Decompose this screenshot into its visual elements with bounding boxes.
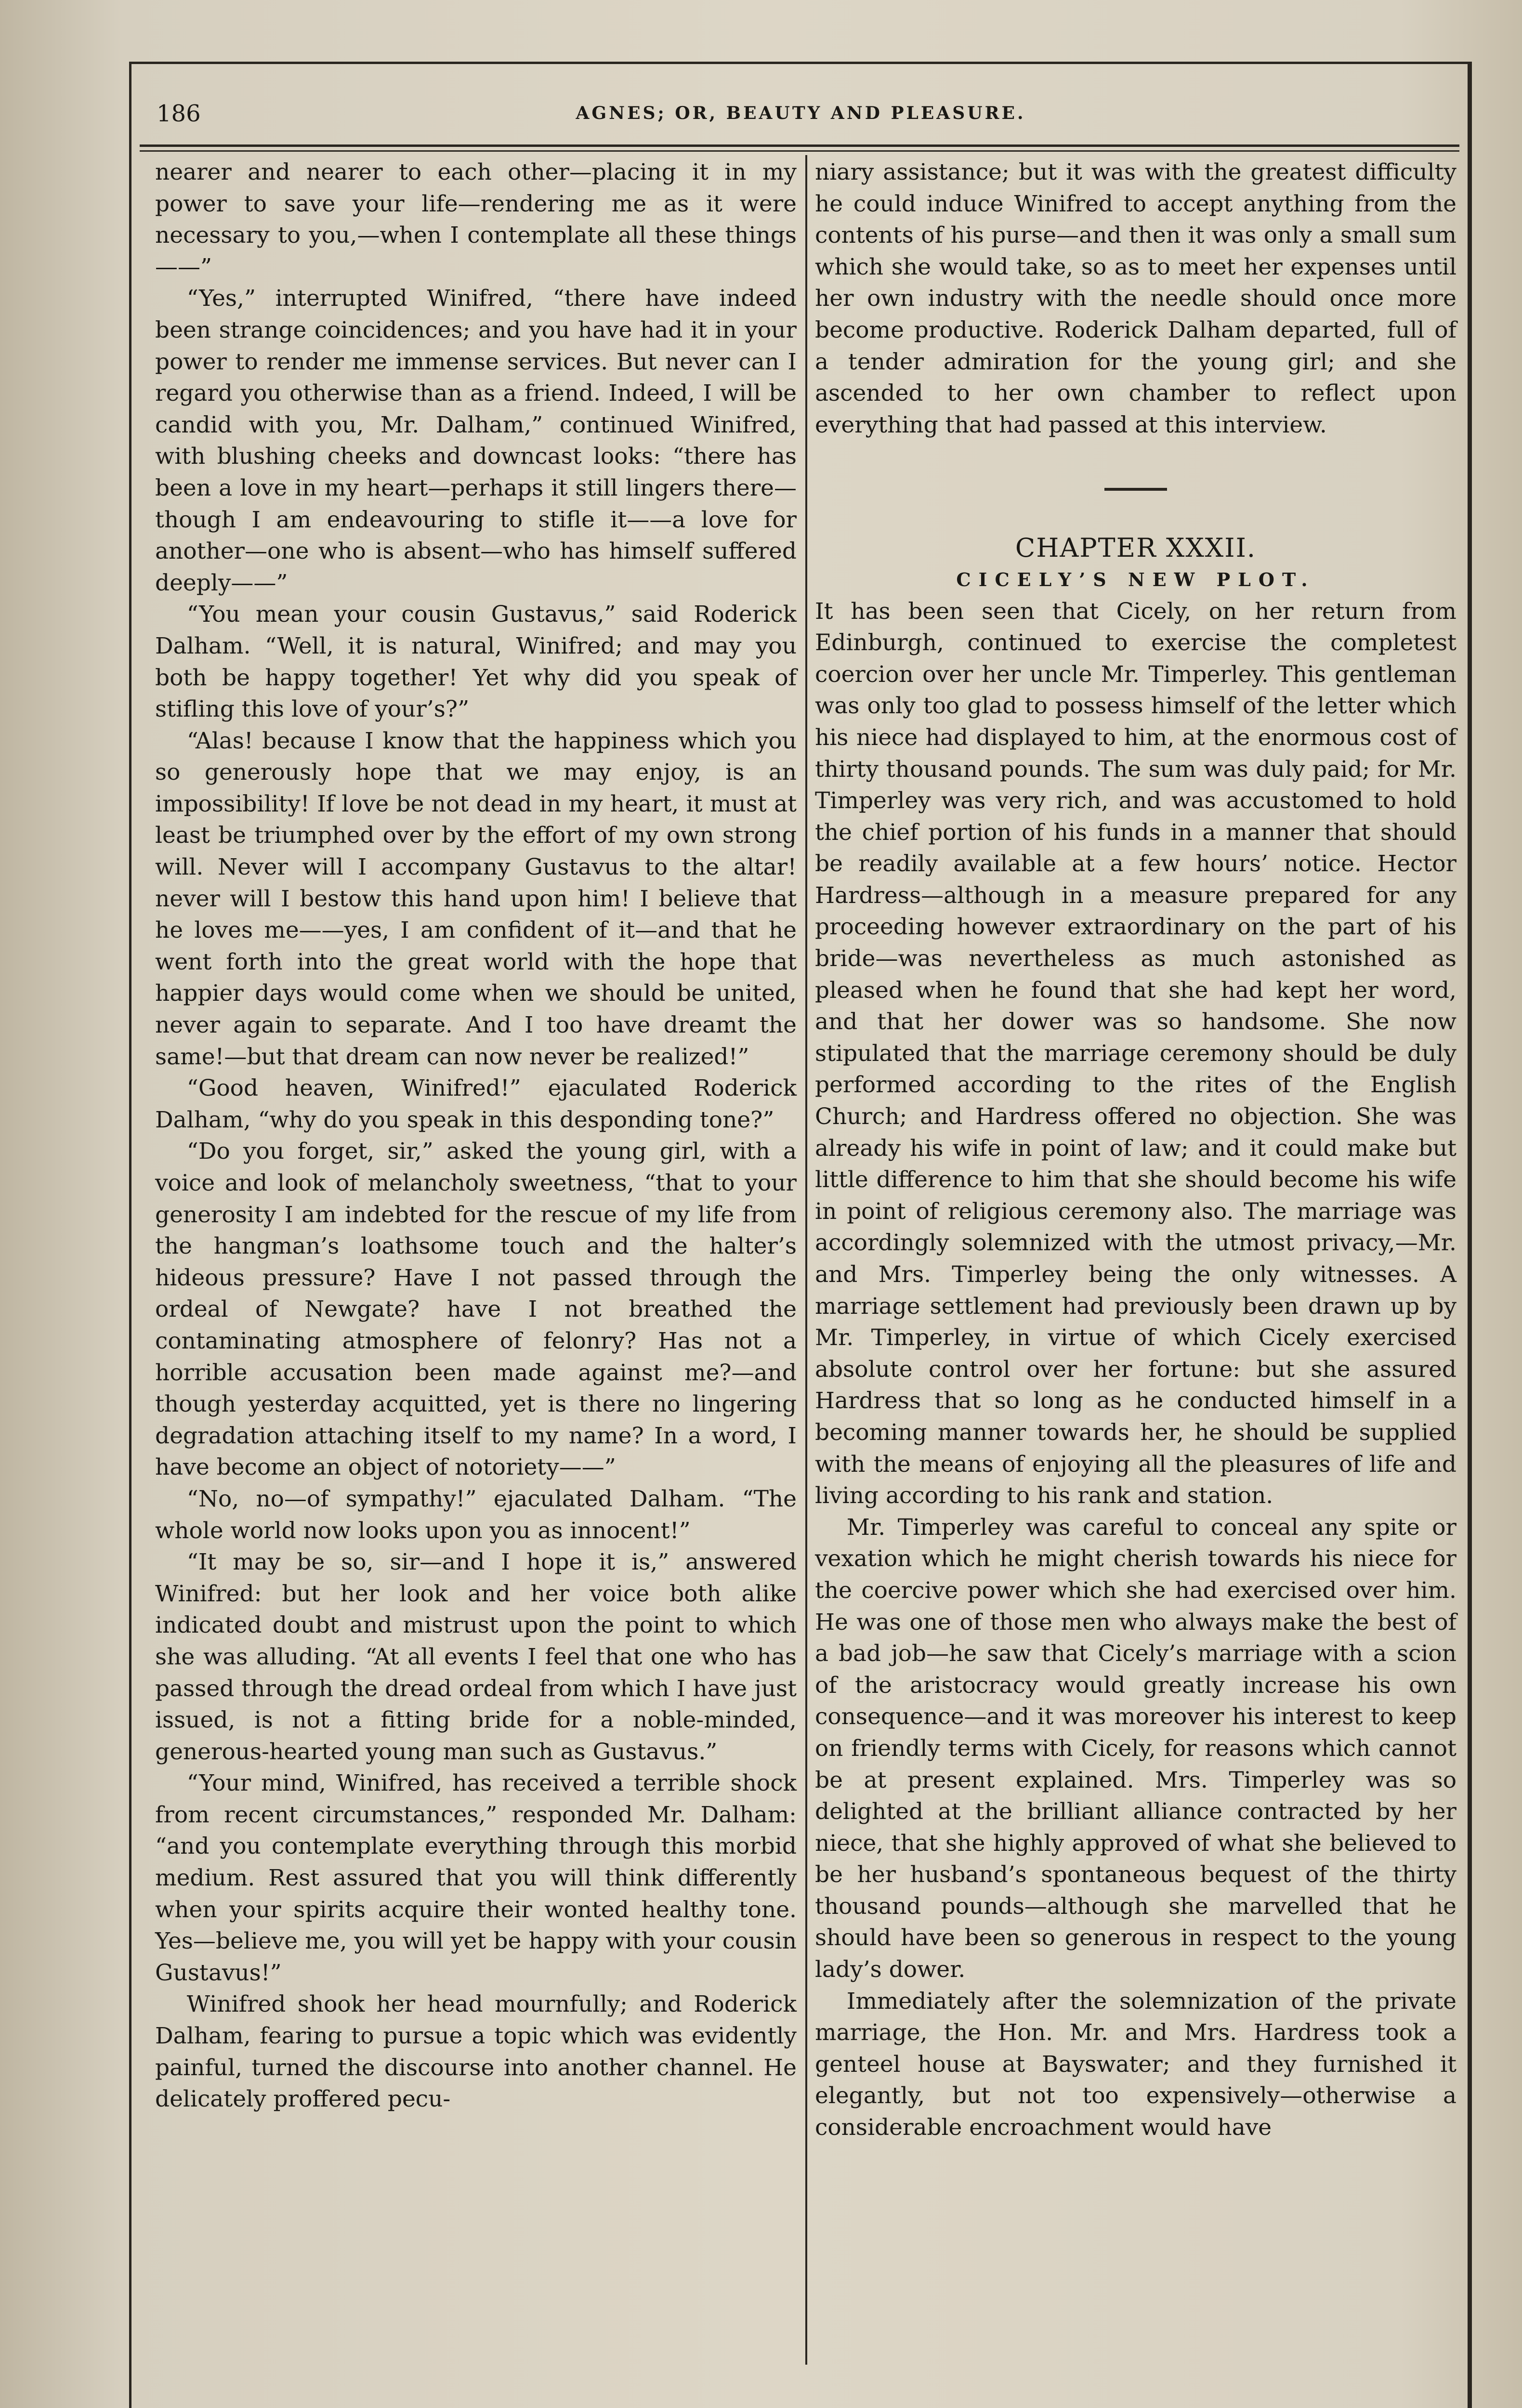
header-rule	[140, 144, 1459, 147]
paragraph: Immediately after the solemnization of the private marriage, the Hon. Mr. and Mrs. Hardress took a genteel house at Bayswater; and they furnished it elegantly, but not too expensively—otherwise a considerable encroachment would have	[815, 1988, 1456, 2141]
column-divider	[805, 155, 807, 2365]
paragraph: “Alas! because I know that the happiness which you so generously hope that we may enjoy, is an impossibility! If love be not dead in my heart, it must at least be triumphed over by the effort of my own strong will. Never will I accompany Gustavus to the altar! never will I bestow this hand upon him! I believe that he loves me——yes, I am confident of it—and that he went forth into the great world with the hope that happier days would come when we should be united, never again to separate. And I too have dreamt the same!—but that dream can now never be realized!”	[155, 727, 797, 1070]
paragraph: niary assistance; but it was with the greatest difficulty he could induce Winifred to accept anything from the contents of his purse—and then it was only a small sum which she would take, so as to meet her expenses until her own industry with the needle should once more become productive. Roderick Dalham departed, full of a tender admiration for the young girl; and she ascended to her own chamber to reflect upon everything that had passed at this interview.	[815, 159, 1456, 438]
paragraph: It has been seen that Cicely, on her return from Edinburgh, continued to exercise the completest coercion over her uncle Mr. Timperley. This gentleman was only too glad to possess himself of the letter which his niece had displayed to him, at the enormous cost of thirty thousand pounds. The sum was duly paid; for Mr. Timperley was very rich, and was accustomed to hold the chief portion of his funds in a manner that should be readily available at a few hours’ notice. Hector Hardress—although in a measure prepared for any proceeding however extraordinary on the part of his bride—was nevertheless as much astonished as pleased when he found that she had kept her word, and that her dower was so handsome. She now stipulated that the marriage ceremony should be duly performed according to the rites of the English Church; and Hardress offered no objection. She was already his wife in point of law; and it could make but little difference to him that she should become his wife in point of religious ceremony also. The marriage was accordingly solemnized with the utmost privacy,—Mr. and Mrs. Timperley being the only witnesses. A marriage settlement had previously been drawn up by Mr. Timperley, in virtue of which Cicely exercised absolute control over her fortune: but she assured Hardress that so long as he conducted himself in a becoming manner towards her, he should be supplied with the means of enjoying all the pleasures of life and living according to his rank and station.	[815, 598, 1456, 1509]
paragraph: “No, no—of sympathy!” ejaculated Dalham. “The whole world now looks upon you as innocent!”	[155, 1485, 797, 1544]
paragraph: “Good heaven, Winifred!” ejaculated Roderick Dalham, “why do you speak in this desponding tone?”	[155, 1075, 797, 1133]
page-header	[157, 100, 1445, 139]
paragraph: “Your mind, Winifred, has received a terrible shock from recent circumstances,” responded Mr. Dalham: “and you contemplate everything through this morbid medium. Rest assured that you will think differently when your spirits acquire their wonted healthy tone. Yes—believe me, you will yet be happy with your cousin Gustavus!”	[155, 1770, 797, 1986]
section-divider	[1104, 488, 1167, 491]
chapter-title: CICELY’S NEW PLOT.	[956, 568, 1315, 590]
paragraph: “It may be so, sir—and I hope it is,” answered Winifred: but her look and her voice both alike indicated doubt and mistrust upon the point to which she was alluding. “At all events I feel that one who has passed through the dread ordeal from which I have just issued, is not a fitting bride for a noble-minded, generous-hearted young man such as Gustavus.”	[155, 1549, 797, 1765]
running-title: AGNES; OR, BEAUTY AND PLEASURE.	[576, 103, 1026, 123]
paragraph: “You mean your cousin Gustavus,” said Roderick Dalham. “Well, it is natural, Winifred; and may you both be happy together! Yet why did you speak of stifling this love of your’s?”	[155, 601, 797, 723]
page-number: 186	[157, 100, 201, 127]
paragraph: Winifred shook her head mournfully; and Roderick Dalham, fearing to pursue a topic which was evidently painful, turned the discourse into another channel. He delicately proffered pecu-	[155, 1991, 797, 2113]
paragraph: “Yes,” interrupted Winifred, “there have indeed been strange coincidences; and you have had it in your power to render me immense services. But never can I regard you otherwise than as a friend. Indeed, I will be candid with you, Mr. Dalham,” continued Winifred, with blushing cheeks and downcast looks: “there has been a love in my heart—perhaps it still lingers there—though I am endeavouring to stifle it——a love for another—one who is absent—who has himself suffered deeply——”	[155, 285, 797, 596]
header-rule-thin	[140, 150, 1459, 152]
right-column	[815, 157, 1456, 2144]
left-column	[155, 157, 797, 2115]
paragraph: “Do you forget, sir,” asked the young girl, with a voice and look of melancholy sweetness, “that to your generosity I am indebted for the rescue of my life from the hangman’s loathsome touch and the halter’s hideous pressure? Have I not passed through the ordeal of Newgate? have I not breathed the contaminating atmosphere of felonry? Has not a horrible accusation been made against me?—and though yesterday acquitted, yet is there no lingering degradation attaching itself to my name? In a word, I have become an object of notoriety——”	[155, 1138, 797, 1481]
paragraph: nearer and nearer to each other—placing it in my power to save your life—rendering me as it were necessary to you,—when I contemplate all these things——”	[155, 159, 797, 280]
paragraph: Mr. Timperley was careful to conceal any spite or vexation which he might cherish towards his niece for the coercive power which she had exercised over him. He was one of those men who always make the best of a bad job—he saw that Cicely’s marriage with a scion of the aristocracy would greatly increase his own consequence—and it was moreover his interest to keep on friendly terms with Cicely, for reasons which cannot be at present explained. Mrs. Timperley was so delighted at the brilliant alliance contracted by her niece, that she highly approved of what she believed to be her husband’s spontaneous bequest of the thirty thousand pounds—although she marvelled that he should have been so generous in respect to the young lady’s dower.	[815, 1514, 1456, 1983]
chapter-number: CHAPTER XXXII.	[1015, 533, 1257, 563]
